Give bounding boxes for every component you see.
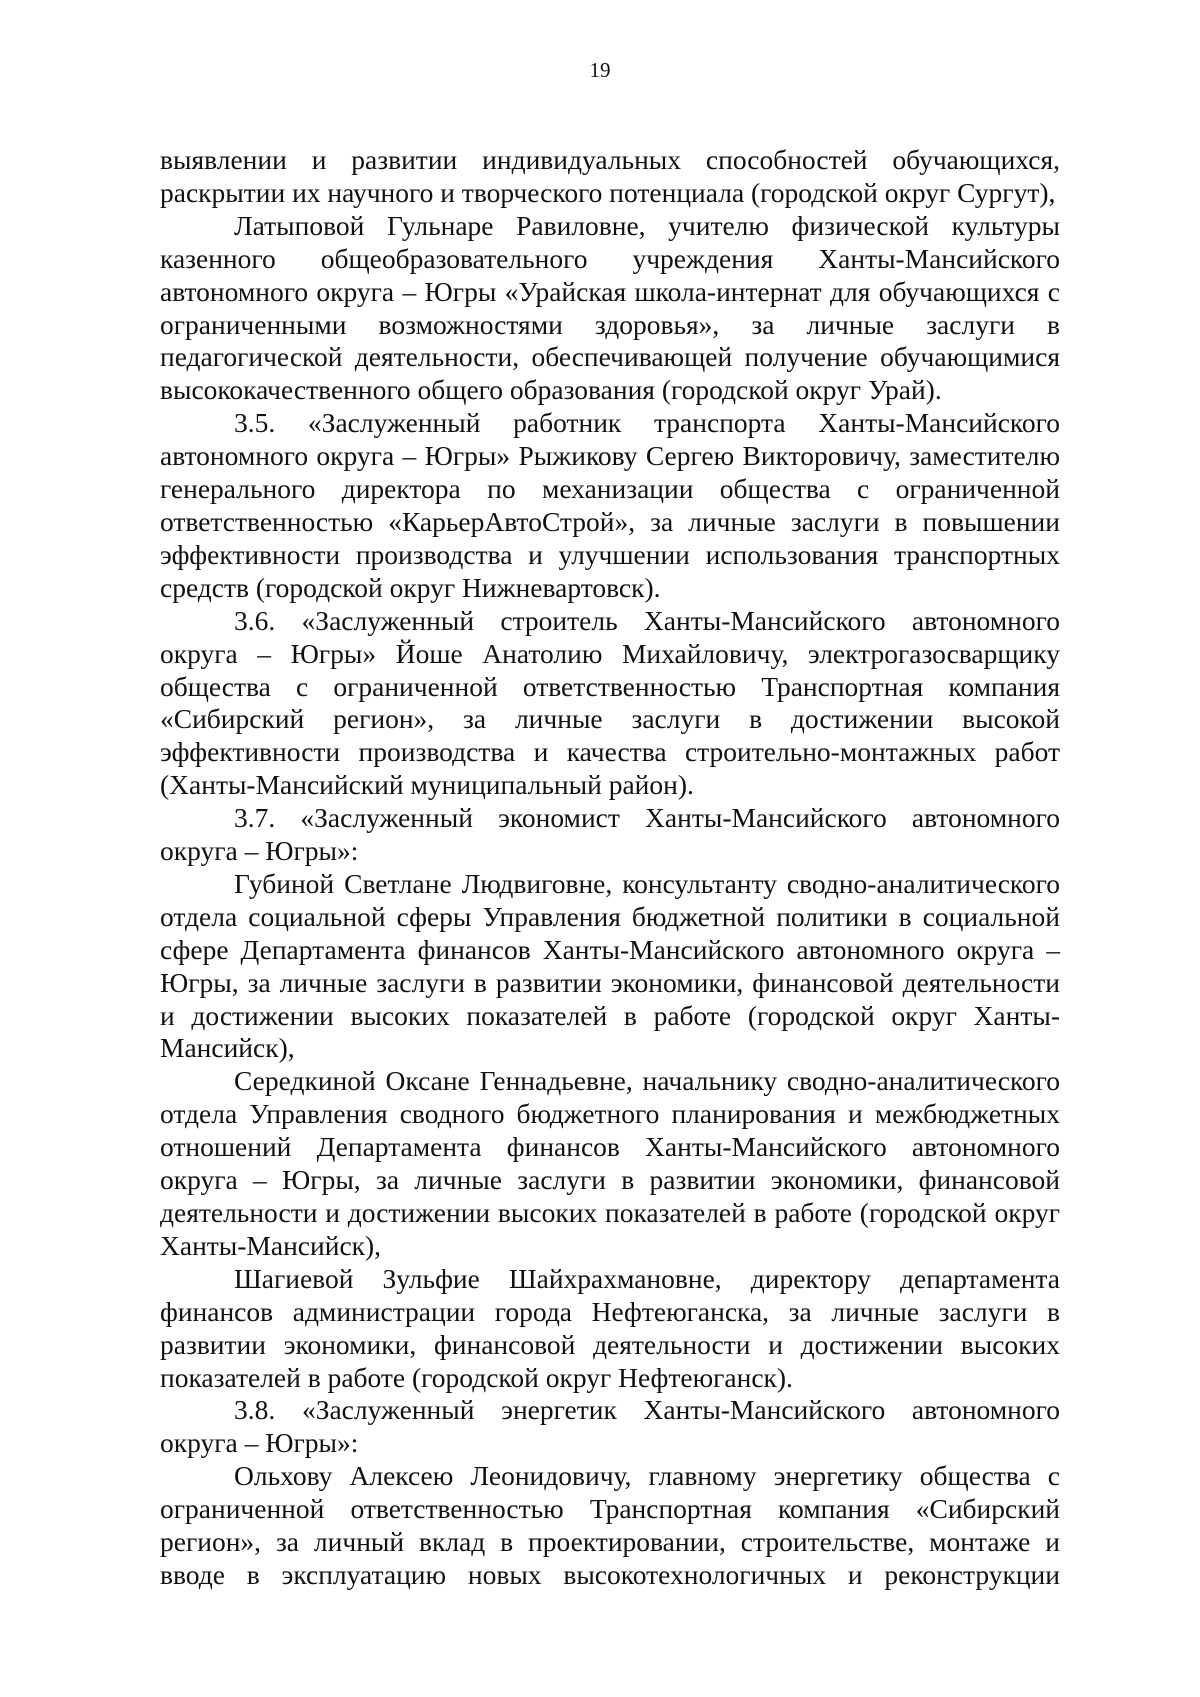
- paragraph-shagieva: Шагиевой Зульфие Шайхрахмановне, директору департамента финансов администрации города Нефтеюганска, за личные заслуги в развитии экономики, финансовой деятельности и достижении высоких показателей в работе (городской округ Нефтеюганск).: [160, 1262, 1060, 1393]
- paragraph-latypova: Латыповой Гульнаре Равиловне, учителю физической культуры казенного общеобразовательного учреждения Ханты-Мансийского автономного округа – Югры «Урайская школа-интернат для обучающихся с ограниченными возможностями здоровья», за личные заслуги в педагогической деятельности, обеспечивающей получение обучающимися высококачественного общего образования (городской округ Урай).: [160, 209, 1060, 406]
- document-body: [160, 144, 1060, 1592]
- page-number: 19: [589, 58, 611, 82]
- paragraph-olkhov: Ольхову Алексею Леонидовичу, главному энергетику общества с ограниченной ответственностью Транспортная компания «Сибирский регион», за личный вклад в проектировании, строительстве, монтаже и вводе в эксплуатацию новых высокотехнологичных и реконструкции: [160, 1460, 1060, 1590]
- paragraph-seredkina: Середкиной Оксане Геннадьевне, начальнику сводно-аналитического отдела Управления сводного бюджетного планирования и межбюджетных отношений Департамента финансов Ханты-Мансийского автономного округа – Югры, за личные заслуги в развитии экономики, финансовой деятельности и достижении высоких показателей в работе (городской округ Ханты-Мансийск),: [160, 1065, 1060, 1261]
- paragraph-3-6: 3.6. «Заслуженный строитель Ханты-Мансийского автономного округа – Югры» Йоше Анатолию Михайловичу, электрогазосварщику общества с ограниченной ответственностью Транспортная компания «Сибирский регион», за личные заслуги в достижении высокой эффективности производства и качества строительно-монтажных работ (Ханты-Мансийский муниципальный район).: [160, 604, 1060, 801]
- paragraph-continuation: выявлении и развитии индивидуальных способностей обучающихся, раскрытии их научного и творческого потенциала (городской округ Сургут),: [160, 144, 1060, 208]
- paragraph-3-5: 3.5. «Заслуженный работник транспорта Ханты-Мансийского автономного округа – Югры» Рыжикову Сергею Викторовичу, заместителю генерального директора по механизации общества с ограниченной ответственностью «КарьерАвтоСтрой», за личные заслуги в повышении эффективности производства и улучшении использования транспортных средств (городской округ Нижневартовск).: [160, 407, 1060, 603]
- paragraph-gubina: Губиной Светлане Людвиговне, консультанту сводно-аналитического отдела социальной сферы Управления бюджетной политики в социальной сфере Департамента финансов Ханты-Мансийского автономного округа – Югры, за личные заслуги в развитии экономики, финансовой деятельности и достижении высоких показателей в работе (городской округ Ханты-Мансийск),: [160, 867, 1060, 1064]
- paragraph-3-8: 3.8. «Заслуженный энергетик Ханты-Мансийского автономного округа – Югры»:: [160, 1394, 1060, 1459]
- paragraph-3-7: 3.7. «Заслуженный экономист Ханты-Мансийского автономного округа – Югры»:: [160, 802, 1060, 867]
